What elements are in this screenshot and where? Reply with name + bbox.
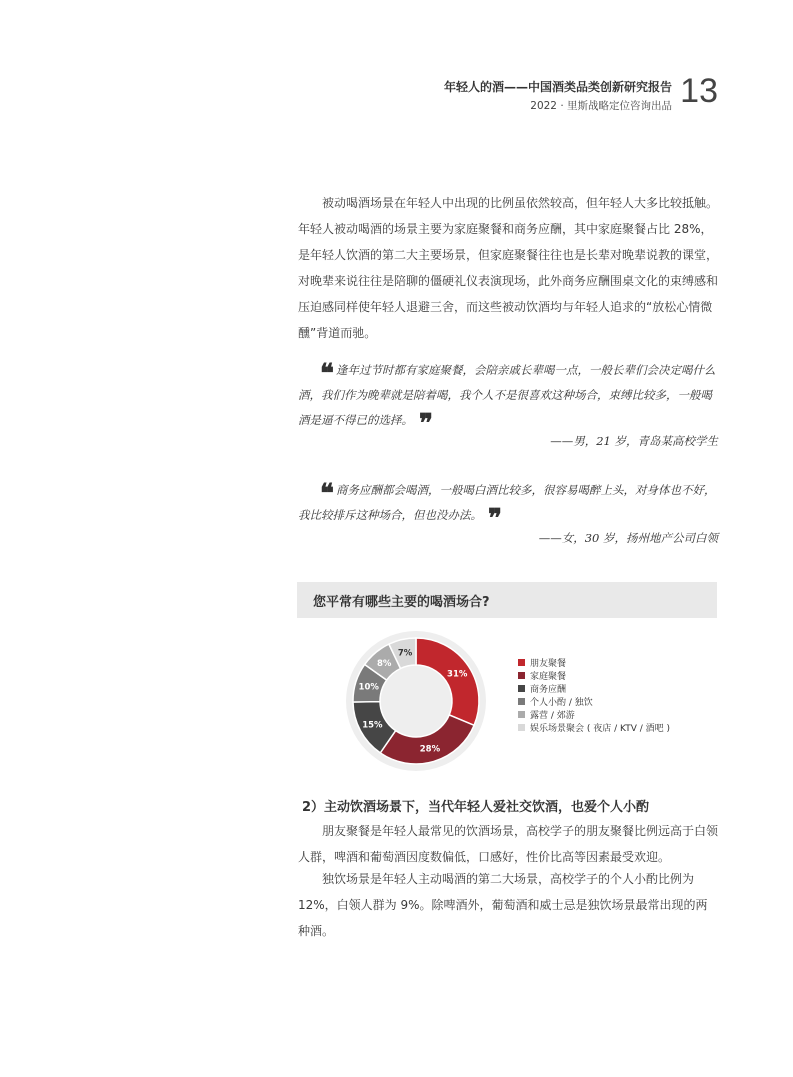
legend-label: 商务应酬 xyxy=(530,685,567,695)
chart-legend xyxy=(518,656,670,734)
report-subtitle: 2022 · 里斯战略定位咨询出品 xyxy=(530,100,672,112)
legend-label: 个人小酌 / 独饮 xyxy=(530,698,593,708)
legend-label: 朋友聚餐 xyxy=(530,659,567,669)
legend-swatch xyxy=(518,659,525,666)
legend-swatch xyxy=(518,672,525,679)
close-quote-icon: ❞ xyxy=(419,409,433,439)
quote-2 xyxy=(298,478,718,534)
legend-swatch xyxy=(518,685,525,692)
legend-item xyxy=(518,656,670,669)
legend-item xyxy=(518,682,670,695)
legend-swatch xyxy=(518,698,525,705)
quote-1-text: 逢年过节时都有家庭聚餐，会陪亲戚长辈喝一点，一般长辈们会决定喝什么酒，我们作为晚辈就是陪着喝，我个人不是很喜欢这种场合，束缚比较多，一般喝酒是逼不得已的选择。 xyxy=(298,363,716,427)
quote-1-attribution: ——男，21 岁，青岛某高校学生 xyxy=(550,434,718,448)
slice-label: 15% xyxy=(362,720,383,731)
slice-label: 10% xyxy=(358,682,379,693)
paragraph-friends-dining: 朋友聚餐是年轻人最常见的饮酒场景，高校学子的朋友聚餐比例远高于白领人群，啤酒和葡萄酒因度数偏低，口感好，性价比高等因素最受欢迎。 xyxy=(298,824,719,864)
legend-item xyxy=(518,669,670,682)
report-title: 年轻人的酒——中国酒类品类创新研究报告 xyxy=(443,80,672,94)
close-quote-icon: ❞ xyxy=(488,504,502,534)
page-header xyxy=(440,72,720,118)
donut-chart xyxy=(340,625,492,777)
slice-label: 28% xyxy=(419,744,441,755)
open-quote-icon: ❝ xyxy=(320,479,334,509)
quote-2-text: 商务应酬都会喝酒，一般喝白酒比较多，很容易喝醉上头，对身体也不好，我比较排斥这种场合，但也没办法。 xyxy=(298,483,716,522)
quote-1 xyxy=(298,358,718,439)
paragraph-solo-drinking: 独饮场景是年轻人主动喝酒的第二大场景，高校学子的个人小酌比例为 12%，白领人群为 9%。除啤酒外，葡萄酒和威士忌是独饮场景最常出现的两种酒。 xyxy=(298,872,708,938)
legend-swatch xyxy=(518,711,525,718)
paragraph-passive-drinking: 被动喝酒场景在年轻人中出现的比例虽依然较高，但年轻人大多比较抵触。年轻人被动喝酒的场景主要为家庭聚餐和商务应酬，其中家庭聚餐占比 28%，是年轻人饮酒的第二大主要场景，但家庭聚餐往往也是长辈对晚辈说教的课堂，对晚辈来说往往是陪聊的僵硬礼仪表演现场，此外商务应酬围桌文化的束缚感和压迫感同样使年轻人退避三舍，而这些被动饮酒均与年轻人追求的“放松心情微醺”背道而驰。 xyxy=(298,196,719,340)
legend-swatch xyxy=(518,724,525,731)
header-text xyxy=(444,78,672,113)
chart-title-bar xyxy=(297,582,717,618)
page-number: 13 xyxy=(680,72,718,110)
legend-item xyxy=(518,721,670,734)
legend-label: 家庭聚餐 xyxy=(530,672,567,682)
section-heading: 2）主动饮酒场景下，当代年轻人爱社交饮酒，也爱个人小酌 xyxy=(302,800,650,815)
slice-label: 7% xyxy=(397,648,413,659)
open-quote-icon: ❝ xyxy=(320,359,334,389)
quote-2-attribution: ——女，30 岁，扬州地产公司白领 xyxy=(538,531,718,545)
legend-item xyxy=(518,695,670,708)
slice-label: 8% xyxy=(376,659,392,670)
legend-label: 露营 / 郊游 xyxy=(530,711,575,721)
legend-label: 娱乐场景聚会 ( 夜店 / KTV / 酒吧 ) xyxy=(530,724,670,734)
slice-label: 31% xyxy=(447,669,468,680)
chart-title: 您平常有哪些主要的喝酒场合? xyxy=(313,595,490,610)
legend-item xyxy=(518,708,670,721)
